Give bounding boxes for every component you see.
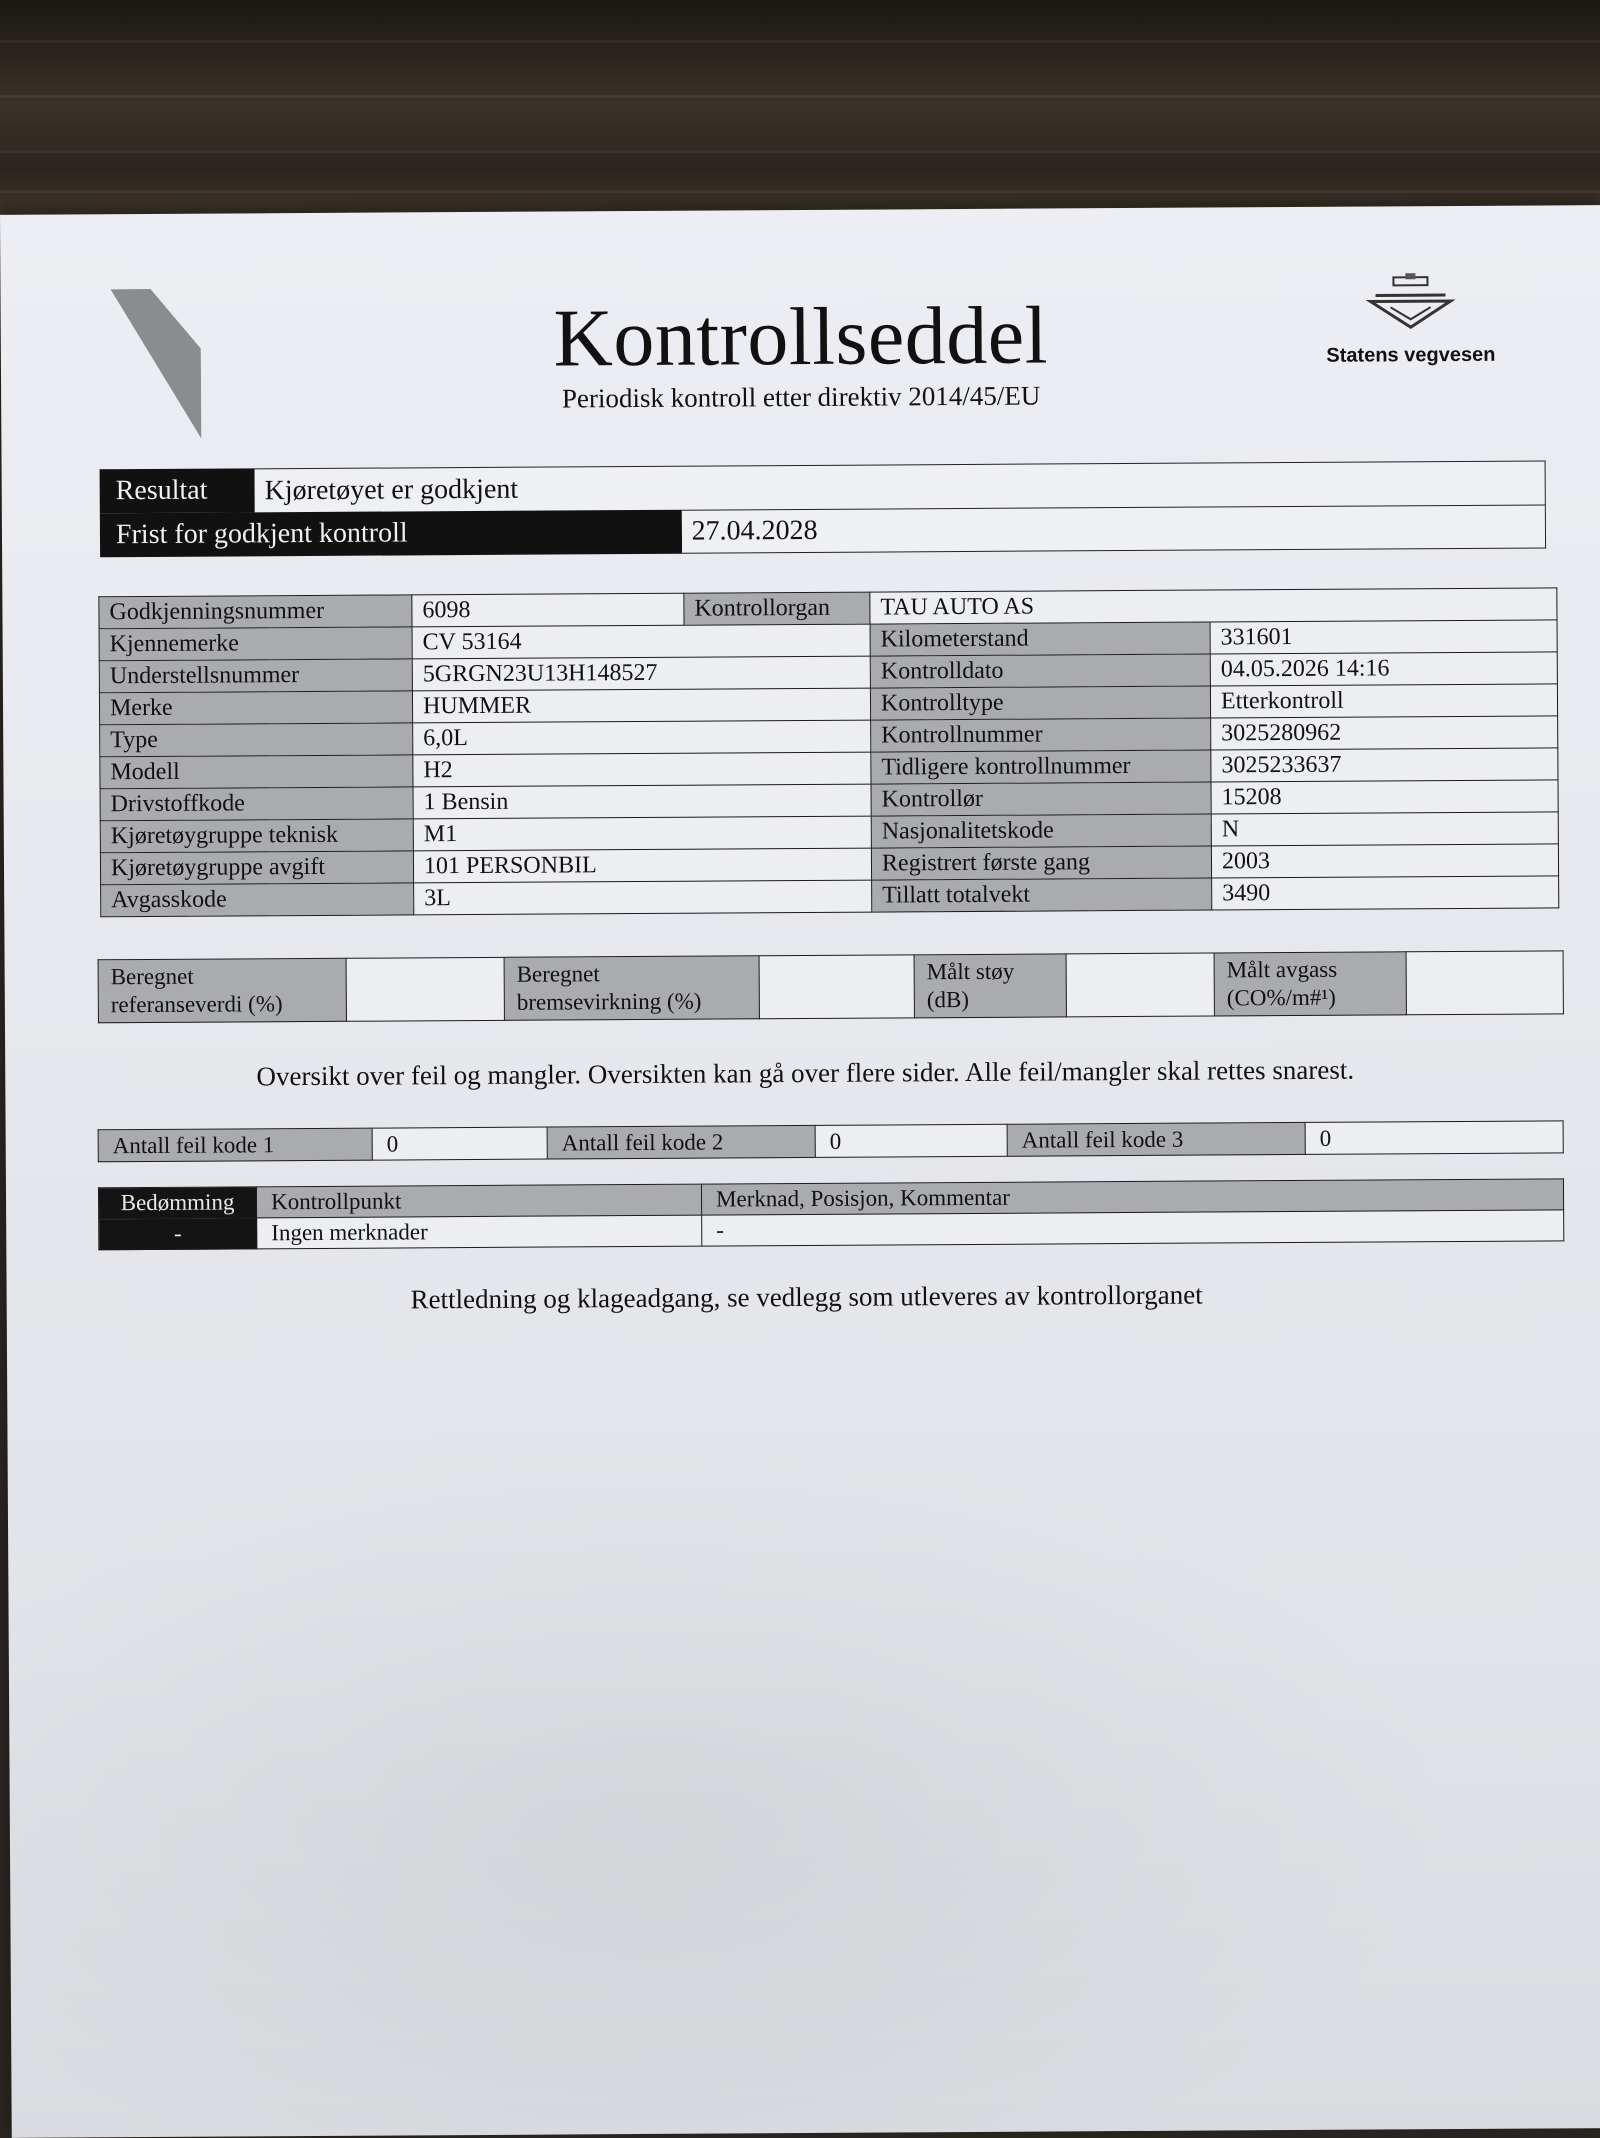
inspection-body-label: Kontrollorgan xyxy=(684,592,870,625)
vehicle-label: Kjøretøygruppe teknisk xyxy=(100,819,413,853)
paper-shadow xyxy=(7,1355,1600,2138)
vehicle-label: Drivstoffkode xyxy=(100,787,413,821)
table-row xyxy=(98,951,1563,1023)
overview-note: Oversikt over feil og mangler. Oversikten kan gå over flere sider. Alle feil/mangler skal rettes snarest. xyxy=(256,1054,1355,1092)
vehicle-value: H2 xyxy=(413,752,871,787)
inspection-value: 331601 xyxy=(1210,620,1557,654)
remarks-table xyxy=(98,1178,1564,1250)
result-box xyxy=(100,460,1547,559)
inspection-value: Etterkontroll xyxy=(1210,684,1557,718)
inspection-label: Registrert første gang xyxy=(871,846,1211,880)
inspection-label: Kontrolldato xyxy=(870,654,1210,688)
fault-count-table xyxy=(98,1120,1564,1162)
authority-name: Statens vegvesen xyxy=(1326,343,1496,367)
exhaust-label: Målt avgass (CO%/m#¹) xyxy=(1214,952,1406,1016)
inspection-value: 2003 xyxy=(1211,844,1558,878)
crown-shield-icon xyxy=(1365,271,1455,334)
inspection-value: 04.05.2026 14:16 xyxy=(1210,652,1557,686)
noise-label: Målt støy (dB) xyxy=(914,954,1066,1018)
vehicle-value: 3L xyxy=(414,880,872,915)
vehicle-label: Modell xyxy=(100,755,413,789)
vehicle-label: Kjøretøygruppe avgift xyxy=(100,851,413,885)
vehicle-label: Type xyxy=(100,723,413,757)
inspection-label: Tidligere kontrollnummer xyxy=(871,750,1211,784)
noise-cell xyxy=(1066,953,1214,1017)
vehicle-value: 6098 xyxy=(412,593,684,627)
result-label: Resultat xyxy=(100,468,255,513)
comment-value: - xyxy=(702,1210,1564,1246)
reference-value-cell xyxy=(346,957,504,1021)
inspection-label: Tillatt totalvekt xyxy=(872,878,1212,912)
vehicle-value: 6,0L xyxy=(413,720,871,755)
inspection-label: Nasjonalitetskode xyxy=(871,814,1211,848)
vehicle-label: Godkjenningsnummer xyxy=(99,595,412,629)
fault-code2-label: Antall feil kode 2 xyxy=(547,1125,815,1159)
vehicle-value: 101 PERSONBIL xyxy=(413,848,871,883)
inspection-label: Kilometerstand xyxy=(870,622,1210,656)
inspection-value: 3025233637 xyxy=(1211,748,1558,782)
inspection-body-value: TAU AUTO AS xyxy=(870,588,1557,624)
fault-code3-label: Antall feil kode 3 xyxy=(1007,1122,1305,1156)
comment-header: Merknad, Posisjon, Kommentar xyxy=(701,1179,1563,1215)
measurements-table xyxy=(98,950,1564,1023)
inspection-label: Kontrollnummer xyxy=(871,718,1211,752)
table-row xyxy=(98,1121,1563,1162)
vehicle-value: HUMMER xyxy=(412,688,870,723)
vehicle-value: CV 53164 xyxy=(412,624,870,659)
fault-code1-label: Antall feil kode 1 xyxy=(98,1128,372,1162)
document-subtitle: Periodisk kontroll etter direktiv 2014/45/EU xyxy=(561,380,1041,414)
checkpoint-value: Ingen merknader xyxy=(257,1215,702,1249)
assessment-value: - xyxy=(99,1218,257,1250)
inspection-label: Kontrolltype xyxy=(870,686,1210,720)
inspection-document xyxy=(0,205,1600,2138)
fault-code1-value: 0 xyxy=(372,1127,547,1160)
vehicle-label: Kjennemerke xyxy=(99,627,412,661)
vehicle-label: Understellsnummer xyxy=(99,659,412,693)
inspection-label: Kontrollør xyxy=(871,782,1211,816)
exhaust-cell xyxy=(1406,951,1563,1015)
vehicle-value: 1 Bensin xyxy=(413,784,871,819)
vehicle-inspection-table xyxy=(98,587,1559,917)
vehicle-label: Avgasskode xyxy=(101,883,414,917)
brake-effect-label: Beregnet bremsevirkning (%) xyxy=(504,956,759,1021)
wooden-table-background xyxy=(0,0,1600,240)
inspection-value: 15208 xyxy=(1211,780,1558,814)
fault-code2-value: 0 xyxy=(815,1124,1007,1157)
authority-logo xyxy=(1290,271,1531,368)
checkpoint-header: Kontrollpunkt xyxy=(256,1184,701,1218)
vehicle-label: Merke xyxy=(99,691,412,725)
deadline-label: Frist for godkjent kontroll xyxy=(100,510,682,558)
document-title: Kontrollseddel xyxy=(553,289,1049,384)
deadline-value: 27.04.2028 xyxy=(681,504,1546,553)
vehicle-value: M1 xyxy=(413,816,871,851)
inspection-value: 3490 xyxy=(1212,876,1559,910)
footer-note: Rettledning og klageadgang, se vedlegg som utleveres av kontrollorganet xyxy=(410,1279,1203,1315)
reference-value-label: Beregnet referanseverdi (%) xyxy=(98,958,346,1023)
inspection-value: 3025280962 xyxy=(1211,716,1558,750)
inspection-value: N xyxy=(1211,812,1558,846)
brake-effect-cell xyxy=(759,955,914,1019)
result-value: Kjøretøyet er godkjent xyxy=(254,460,1545,512)
assessment-header: Bedømming xyxy=(98,1187,256,1219)
fault-code3-value: 0 xyxy=(1305,1121,1563,1155)
vehicle-value: 5GRGN23U13H148527 xyxy=(412,656,870,691)
